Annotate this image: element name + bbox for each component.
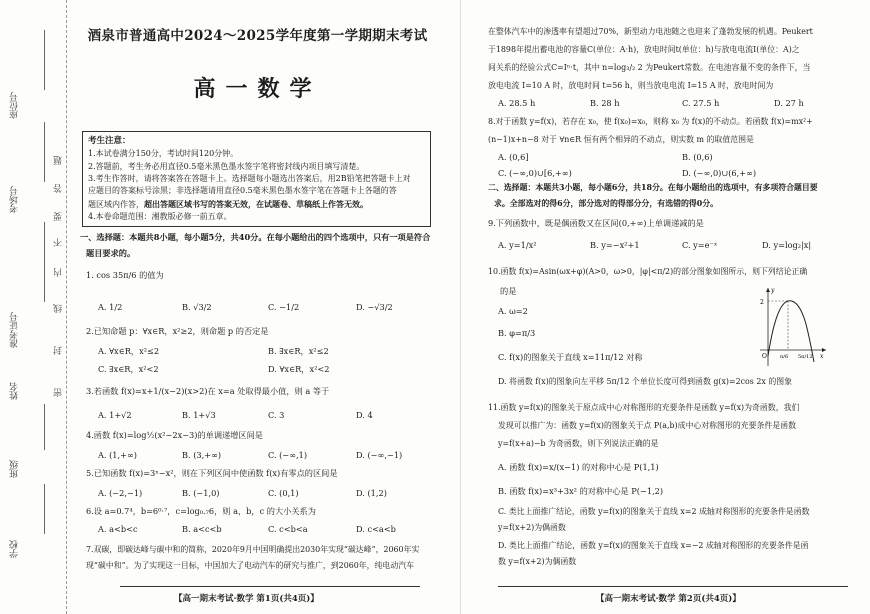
option: D. (−∞,0)∪(6,+∞) (682, 168, 757, 178)
y-axis-arrow (766, 288, 770, 292)
option: A. (0,6] (498, 152, 529, 162)
subject-title: 高一数学 (193, 76, 322, 102)
q10-sine-graph (754, 284, 828, 368)
left-page (80, 0, 435, 614)
option: D. ∀x∈R，x²<2 (268, 364, 330, 374)
option: D. −√3/2 (356, 302, 393, 312)
question-stem: 2.已知命题 p：∀x∈R，x²≥2，则命题 p 的否定是 (86, 326, 269, 336)
notice-item-emphasis: 超出答题区域书写的答案无效，在试题卷、草稿纸上作答无效。 (144, 198, 368, 209)
seal-char: 要 (54, 212, 64, 221)
y-axis-label: y (771, 287, 775, 294)
notice-item: 1.本试卷满分150分，考试时间120分钟。 (88, 149, 239, 159)
option: D. 4 (356, 410, 373, 420)
notice-item-text: 题区域内作答， (88, 199, 144, 209)
option: D. c<a<b (356, 524, 396, 534)
fill-line (44, 122, 45, 182)
fill-line (44, 484, 45, 534)
fill-line (44, 404, 45, 450)
option: B. (−1,0) (182, 488, 220, 498)
footer-right: 【高一期末考试·数学 第2页(共4页)】 (596, 594, 741, 604)
option: D. (−∞,−1) (356, 450, 403, 460)
question-stem: 9.下列函数中，既是偶函数又在区间(0,+∞)上单调递减的是 (488, 218, 704, 228)
exam-title: 酒泉市普通高中2024～2025学年度第一学期期末考试 (87, 28, 428, 44)
x-axis-arrow (822, 348, 826, 352)
seal-char: 内 (54, 268, 64, 277)
option: D. 类比上面推广结论，函数 y=f(x)的图象关于直线 x=−2 成轴对称图形的充要条件是函 (498, 541, 809, 550)
binding-strip (0, 0, 67, 614)
question-stem: 10.函数 f(x)=Asin(ωx+φ)(A>0，ω>0，|φ|<π/2)的部分图象如图所示，则下列结论正确 (488, 267, 808, 276)
notice-heading: 考生注意： (88, 136, 131, 146)
option: C. 类比上面推广结论，函数 y=f(x)的图象关于直线 x=2 成轴对称图形的充要条件是函数 (498, 507, 810, 516)
origin-label: O (762, 353, 767, 360)
option: B. (3,+∞) (182, 450, 222, 460)
seal-char: 封 (54, 346, 64, 355)
option: A. (1,+∞) (98, 450, 137, 460)
option: B. a<c<b (182, 524, 222, 534)
option: C. 27.5 h (682, 98, 720, 108)
option: D. y=log₂|x| (762, 240, 812, 250)
y-tick-2: 2 (760, 299, 764, 306)
school-label: 学校 (10, 540, 20, 558)
page-divider (460, 0, 461, 614)
option: C. 3 (268, 410, 285, 420)
question-stem: 7.双碳，即碳达峰与碳中和的简称，2020年9月中国明确提出2030年实现“碳达峰”，2060年实 (86, 545, 420, 554)
option: B. 28 h (590, 98, 620, 108)
question-stem: 6.设 a=0.7⁴，b=6⁰·⁷，c=log₀.₇6，则 a，b，c 的大小关系为 (86, 506, 316, 516)
option: A. 函数 f(x)=x/(x−1) 的对称中心是 P(1,1) (498, 462, 659, 472)
question-stem: 11.函数 y=f(x)的图象关于原点成中心对称图形的充要条件是函数 y=f(x)为奇函数，我们 (488, 403, 800, 412)
sine-curve (768, 301, 814, 362)
name-label: 姓名 (10, 382, 20, 400)
class-label: 班级 (10, 460, 20, 478)
section2-heading-cont: 求。全部选对的得6分，部分选对的得部分分，有选错的得0分。 (494, 199, 719, 208)
question-stem-cont: 的是 (500, 286, 517, 296)
right-page (488, 0, 860, 614)
option: C. (−∞,0)∪[6,+∞) (498, 168, 572, 178)
option: C. ∃x∈R，x²<2 (98, 364, 159, 374)
footer-rule (120, 586, 420, 587)
footer-rule (498, 586, 848, 587)
option: C. f(x)的图象关于直线 x=11π/12 对称 (498, 352, 643, 362)
question-stem: 5.已知函数 f(x)=3ˣ−x²，则在下列区间中使函数 f(x)有零点的区间是 (86, 468, 338, 478)
option-cont: y=f(x+2)为偶函数 (498, 523, 566, 532)
notice-item: 2.答题前，考生务必用直径0.5毫米黑色墨水签字笔将密封线内项目填写清楚。 (88, 161, 365, 171)
section1-heading-cont: 题目要求的。 (86, 248, 136, 258)
notice-item: 应题目的答案标号涂黑；非选择题请用直径0.5毫米黑色墨水签字笔在答题卡上各题的答 (88, 186, 397, 196)
seal-char: 答 (54, 184, 64, 193)
option: B. φ=π/3 (498, 328, 536, 338)
option: D. 27 h (774, 98, 804, 108)
option: B. ∃x∈R，x²≤2 (268, 346, 329, 356)
option: C. (0,1) (268, 488, 299, 498)
option: B. y=−x²+1 (590, 240, 640, 250)
option: B. √3/2 (182, 302, 212, 312)
fill-line (44, 222, 45, 302)
option: D. (1,2) (356, 488, 387, 498)
seal-char: 密 (54, 388, 64, 397)
ticket-label: 准考证号 (10, 312, 20, 348)
notice-item (88, 198, 425, 211)
fill-line (44, 30, 45, 90)
option: D. 将函数 f(x)的图象向左平移 5π/12 个单位长度可得到函数 g(x)=2cos 2x 的图象 (498, 377, 793, 386)
notice-box (82, 131, 431, 227)
seal-char: 线 (54, 304, 64, 313)
x-axis-label: x (820, 353, 824, 360)
option-cont: 数 y=f(x+2)为偶函数 (498, 557, 577, 566)
question-stem: 3.若函数 f(x)=x+1/(x−2)(x>2)在 x=a 处取得最小值，则 a 等于 (86, 386, 330, 396)
option: C. c<b<a (268, 524, 308, 534)
footer-left: 【高一期末考试·数学 第1页(共4页)】 (174, 594, 319, 604)
question-stem: 8.对于函数 y=f(x)，若存在 x₀，使 f(x₀)=x₀，则称 x₀ 为 f(x)的不动点。若函数 f(x)=mx²+ (488, 117, 813, 126)
notice-item: 4.本卷命题范围：湘教版必修一前五章。 (88, 212, 232, 222)
seat-label: 座位号 (10, 92, 20, 119)
q7-cont-line: 于1898年提出蓄电池的容量C(单位：A·h)，放电时间t(单位：h)与放电电流I(单位：A)之 (488, 45, 800, 54)
question-stem-cont: 发现可以推广为：函数 y=f(x)的图象关于点 P(a,b)成中心对称图形的充要条件是函数 (498, 421, 796, 430)
q7-cont-line: 在整体汽车中的渗透率有望超过70%，新型动力电池随之也迎来了蓬勃发展的机遇。Peukert (488, 27, 813, 36)
question-stem-cont: y=f(x+a)−b 为奇函数，则下列说法正确的是 (498, 439, 659, 448)
option: A. 1/2 (98, 302, 123, 312)
seal-char: 题 (54, 156, 64, 165)
option: A. (−2,−1) (98, 488, 143, 498)
option: A. y=1/x² (498, 240, 537, 250)
option: A. a<b<c (98, 524, 138, 534)
option: C. y=e⁻ˣ (682, 240, 718, 250)
q7-cont-line: 间关系的经验公式C=Iⁿ·t，其中 n=log₃/₂ 2 为Peukert常数。在电池容量不变的条件下，当 (488, 63, 811, 72)
question-stem-cont: 现“碳中和”。为了实现这一目标，中国加大了电动汽车的研究与推广，到2060年，纯电动汽车 (86, 561, 414, 570)
option: B. 1+√3 (182, 410, 216, 420)
question-stem-cont: (n−1)x+n−8 对于 ∀n∈R 恒有两个相异的不动点，则实数 m 的取值范围是 (488, 135, 754, 144)
x-tick-pi6: π/6 (780, 354, 789, 360)
section1-heading: 一、选择题：本题共8小题，每小题5分，共40分。在每小题给出的四个选项中，只有一项是符合 (80, 232, 431, 242)
question-stem: 4.函数 f(x)=log½(x²−2x−3)的单调递增区间是 (86, 430, 263, 440)
option: C. (−∞,1) (268, 450, 308, 460)
option: C. −1/2 (268, 302, 300, 312)
option: B. (0,6) (682, 152, 713, 162)
room-label: 考场号 (10, 186, 20, 213)
question-stem: 1. cos 35π/6 的值为 (86, 270, 164, 280)
option: A. 28.5 h (498, 98, 536, 108)
section2-heading: 二、选择题：本题共3小题，每小题6分，共18分。在每小题给出的选项中，有多项符合题目要 (488, 183, 818, 192)
option: A. ∀x∈R，x²≤2 (98, 346, 160, 356)
x-tick-5pi12: 5π/12 (798, 354, 813, 360)
seal-char: 不 (54, 238, 64, 247)
notice-item: 3.考生作答时，请将答案答在答题卡上。选择题每小题选出答案后，用2B铅笔把答题卡上对 (88, 173, 411, 183)
option: A. 1+√2 (98, 410, 132, 420)
option: B. 函数 f(x)=x³+3x² 的对称中心是 P(−1,2) (498, 486, 664, 496)
q7-cont-line: 放电电流 I=10 A 时，放电时间 t=56 h，则当放电电流 I=15 A 时，放电时间为 (488, 81, 774, 90)
option: A. ω=2 (498, 306, 528, 316)
